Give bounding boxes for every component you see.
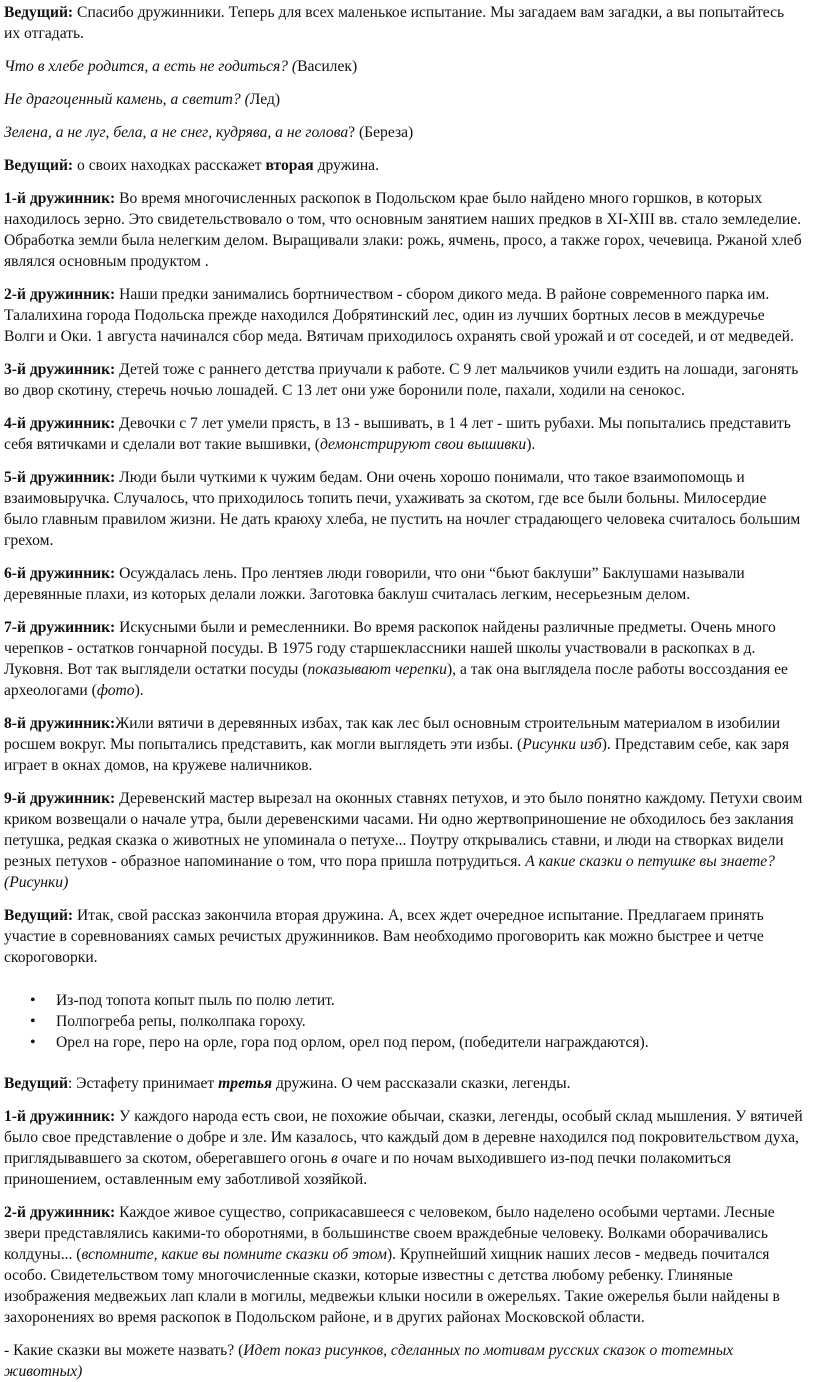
body-text: дружина. О чем рассказали сказки, легенды. — [272, 1075, 571, 1092]
emphasis-text: 1-й дружинник: — [4, 190, 116, 207]
body-text: Деревенский мастер вырезал на оконных ставнях петухов, и это было понятно каждому. Петухи своим криком возвещали о начале утра, были деревенскими часами. Ни одно жертвоприношение не обходилось без заклания петушка, редкая сказка о животных не упоминала о петухе... Поутру открывались ставни, и люди на створках видели резных петухов - образное напоминание о том, что пора пришла потрудиться. — [4, 790, 803, 870]
body-text: Во время многочисленных раскопок в Подольском крае было найдено много горшков, в которых находилось зерно. Это свидетельствовало о том, что основным занятием наших предков в XI-XIII вв. стало земледелие. Обработка земли была нелегким делом. Выращивали злаки: рожь, ячмень, просо, а также горох, чечевица. Ржаной хлеб являлся основным продуктом . — [4, 190, 802, 270]
emphasis-text: 2-й дружинник: — [4, 1204, 116, 1221]
emphasis-text: 2-й дружинник: — [4, 286, 116, 303]
emphasis-text: 3-й дружинник: — [4, 361, 116, 378]
paragraph-q4 — [4, 1340, 804, 1382]
paragraph-p9 — [4, 413, 804, 455]
emphasis-text: вторая — [265, 157, 314, 174]
paragraph-p12 — [4, 617, 804, 701]
paragraph-p6 — [4, 188, 804, 272]
body-text: Итак, свой рассказ закончила вторая дружина. А, всех ждет очередное испытание. Предлагаем принять участие в соревнованиях самых речистых дружинников. Вам необходимо проговорить как можно быстрее и четче скороговорки. — [4, 907, 764, 966]
emphasis-text: 5-й дружинник: — [4, 469, 116, 486]
emphasis-text: Ведущий: — [4, 907, 74, 924]
body-text: У каждого народа есть свои, не похожие обычаи, сказки, легенды, особый склад мышления. У вятичей было свое представление о добре и зле. Им казалось, что каждый дом в деревне находился под покровительством духа, приглядывавшего за скотом, оберегавшего огонь — [4, 1108, 803, 1167]
list-item: • Полпогреба репы, полколпака гороху. — [4, 1011, 804, 1032]
paragraph-p14 — [4, 788, 804, 893]
paragraph-p7 — [4, 284, 804, 347]
body-text: ), а так она выглядела после работы воссоздания ее археологами ( — [4, 661, 788, 699]
emphasis-text: Зелена, а не луг, бела, а не снег, кудрява, а не голова — [4, 124, 349, 141]
emphasis-text: Ведущий: — [4, 157, 74, 174]
emphasis-text: А какие сказки о петушке вы знаете? (Рисунки) — [4, 853, 775, 891]
emphasis-text: 7-й дружинник: — [4, 619, 116, 636]
body-text: - Какие сказки вы можете назвать? ( — [4, 1342, 244, 1359]
paragraph-p10 — [4, 467, 804, 551]
body-text: ). Крупнейший хищник наших лесов - медведь почитался особо. Свидетельством тому многочисленные сказки, которые известны с детства любому ребенку. Глиняные изображения медвежьих лап клали в могилы, медвежьи клыки носили в ожерельях. Такие ожерелья были найдены в захоронениях во время раскопок в Подольском районе, и в других районах Московской области. — [4, 1246, 780, 1326]
emphasis-text: демонстрируют свои вышивки — [319, 436, 527, 453]
body-text: ). Представим себе, как заря играет в окнах домов, на кружеве наличников. — [4, 736, 790, 774]
body-text: : Эстафету принимает — [67, 1075, 219, 1092]
paragraph-q1 — [4, 1073, 804, 1094]
body-text: Искусными были и ремесленники. Во время раскопок найдены различные предметы. Очень много черепков - остатков гончарной посуды. В 1975 году старшеклассники нашей школы участвовали в раскопках в д. Луковня. Вот так выглядели остатки посуды ( — [4, 619, 776, 678]
paragraph-p2 — [4, 56, 804, 77]
paragraph-p4 — [4, 122, 804, 143]
body-text: Осуждалась лень. Про лентяев люди говорили, что они “бьют баклуши” Баклушами называли деревянные плахи, из которых делали ложки. Заготовка баклуш считалась легким, несерьезным делом. — [4, 565, 745, 603]
emphasis-text: Рисунки изб — [522, 736, 602, 753]
emphasis-text: показывают черепки — [307, 661, 447, 678]
body-text: Девочки с 7 лет умели прясть, в 13 - вышивать, в 1 4 лет - шить рубахи. Мы попытались представить себя вятичками и сделали вот такие вышивки, ( — [4, 415, 791, 453]
paragraph-p15 — [4, 905, 804, 968]
body-text: о своих находках расскажет — [73, 157, 266, 174]
emphasis-text: Ведущий — [4, 1075, 68, 1092]
list-item: • Орел на горе, перо на орле, гора под орлом, орел под пером, (победители награждаются). — [4, 1032, 804, 1053]
body-text: очаге и по ночам выходившего из-под печки полакомиться приношением, оставленным ему заботливой хозяйкой. — [4, 1150, 731, 1188]
body-text: Каждое живое существо, соприкасавшееся с человеком, было наделено особыми чертами. Лесные звери представлялись какими-то оборотнями, в большинстве своем враждебные человеку. Волками оборачивались колдуны... ( — [4, 1204, 775, 1263]
body-text: Люди были чуткими к чужим бедам. Они очень хорошо понимали, что такое взаимопомощь и взаимовыручка. Случалось, что приходилось топить печи, ухаживать за скотом, где все были больны. Милосердие было главным правилом жизни. Не дать краюху хлеба, не пустить на ночлег страдающего человека считалось большим грехом. — [4, 469, 801, 549]
list-item: • Из-под топота копыт пыль по полю летит. — [4, 990, 804, 1011]
paragraph-q3 — [4, 1202, 804, 1328]
paragraph-q2 — [4, 1106, 804, 1190]
emphasis-text: Не драгоценный камень, а светит? ( — [4, 91, 250, 108]
emphasis-text: 6-й дружинник: — [4, 565, 116, 582]
emphasis-text: в — [331, 1150, 338, 1167]
body-text: ). — [134, 682, 144, 699]
emphasis-text: 1-й дружинник: — [4, 1108, 116, 1125]
emphasis-text: 8-й дружинник: — [4, 715, 116, 732]
body-text: ). — [526, 436, 536, 453]
paragraph-p3 — [4, 89, 804, 110]
emphasis-text: Ведущий: — [4, 4, 74, 21]
paragraph-p11 — [4, 563, 804, 605]
script-section-2 — [4, 1073, 804, 1382]
body-text: Жили вятичи в деревянных избах, так как лес был основным строительным материалом в изобилии росшем вокруг. Мы попытались представить, как могли выглядеть эти избы. ( — [4, 715, 781, 753]
emphasis-text: Что в хлебе родится, а есть не годиться? ( — [4, 58, 298, 75]
script-section-1 — [4, 2, 804, 968]
body-text: Лед) — [249, 91, 281, 108]
emphasis-text: третья — [218, 1075, 273, 1092]
tongue-twister-list — [4, 990, 804, 1053]
body-text: Детей тоже с раннего детства приучали к работе. С 9 лет мальчиков учили ездить на лошади, загонять во двор скотину, стеречь ночью лошадей. С 13 лет они уже боронили поле, пахали, ходили на сенокос. — [4, 361, 799, 399]
emphasis-text: 4-й дружинник: — [4, 415, 116, 432]
emphasis-text: Идет показ рисунков, сделанных по мотивам русских сказок о тотемных животных) — [4, 1342, 734, 1380]
body-text: Спасибо дружинники. Теперь для всех маленькое испытание. Мы загадаем вам загадки, а вы попытайтесь их отгадать. — [4, 4, 785, 42]
emphasis-text: вспомните, какие вы помните сказки об этом — [81, 1246, 387, 1263]
body-text: Наши предки занимались бортничеством - сбором дикого меда. В районе современного парка им. Талалихина города Подольска прежде находился Добрятинский лес, один из лучших бортных лесов в междуречье Волги и Оки. 1 августа начинался сбор меда. Вятичам приходилось охранять свой урожай и от соседей, и от медведей. — [4, 286, 794, 345]
emphasis-text: 9-й дружинник: — [4, 790, 116, 807]
paragraph-p1 — [4, 2, 804, 44]
body-text: Василек) — [297, 58, 358, 75]
paragraph-p5 — [4, 155, 804, 176]
body-text: дружина. — [313, 157, 379, 174]
paragraph-p8 — [4, 359, 804, 401]
body-text: ? (Береза) — [348, 124, 414, 141]
emphasis-text: фото — [96, 682, 135, 699]
paragraph-p13 — [4, 713, 804, 776]
